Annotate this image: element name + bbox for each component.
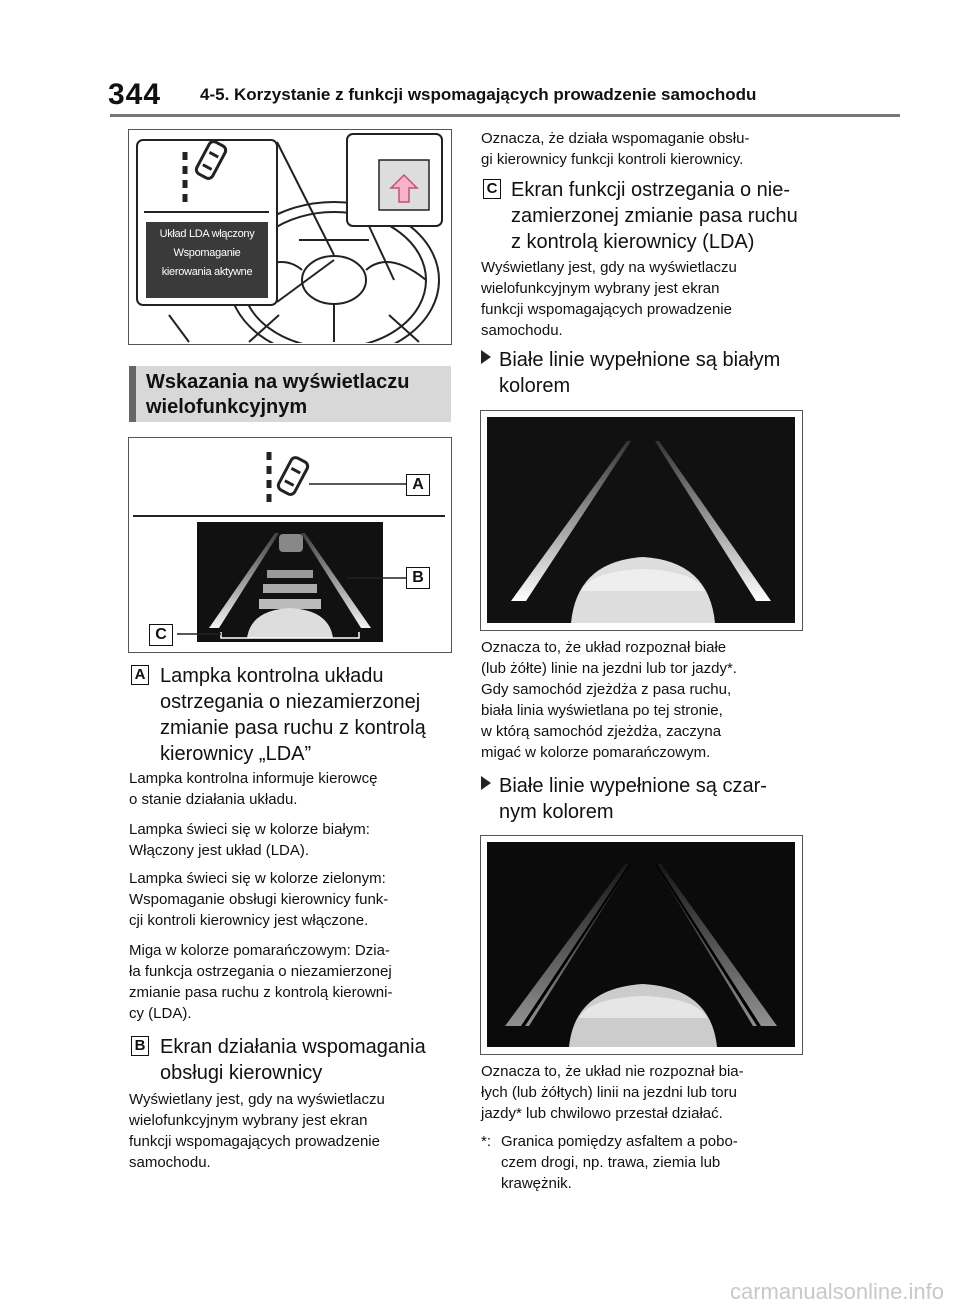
screen-line: Wspomaganie <box>173 247 241 259</box>
text-line: wielofunkcyjnym wybrany jest ekran <box>481 280 720 297</box>
callout-a: A <box>406 474 430 496</box>
text-line: Lampka świeci się w kolorze białym: <box>129 821 370 838</box>
section-banner <box>129 366 451 422</box>
text-line: Wyświetlany jest, gdy na wyświetlaczu <box>481 259 737 276</box>
heading-line: z kontrolą kierownicy (LDA) <box>511 231 755 253</box>
text-line: samochodu. <box>129 1154 211 1171</box>
text-line: biała linia wyświetlana po tej stronie, <box>481 702 723 719</box>
heading-line: Ekran funkcji ostrzegania o nie- <box>511 179 791 201</box>
label-b: B <box>131 1036 149 1056</box>
text-line: Lampka świeci się w kolorze zielonym: <box>129 870 386 887</box>
callout-b: B <box>406 567 430 589</box>
text-line: (lub żółte) linie na jezdni lub tor jazdy*. <box>481 660 737 677</box>
text-line: Granica pomiędzy asfaltem a pobo- <box>501 1133 738 1150</box>
heading-line: zmianie pasa ruchu z kontrolą <box>160 717 426 739</box>
figure-display <box>128 437 452 653</box>
callout-c: C <box>149 624 173 646</box>
text-line: migać w kolorze pomarańczowym. <box>481 744 711 761</box>
paragraph-a4 <box>129 940 392 1024</box>
text-line: czem drogi, np. trawa, ziemia lub <box>501 1154 721 1171</box>
caption-white-lines <box>481 637 737 763</box>
text-line: Lampka kontrolna informuje kierowcę <box>129 770 378 787</box>
triangle-bullet-icon <box>481 350 491 364</box>
text-line: zmianie pasa ruchu z kontrolą kierowni- <box>129 984 393 1001</box>
text-line: łych (lub żółtych) linii na jezdni lub toru <box>481 1084 737 1101</box>
text-line: Wspomaganie obsługi kierownicy funk- <box>129 891 389 908</box>
text-line: cy (LDA). <box>129 1005 192 1022</box>
label-c: C <box>483 179 501 199</box>
figure-black-lines <box>480 835 803 1055</box>
heading-b <box>160 1034 426 1086</box>
text-line: Oznacza to, że układ rozpoznał białe <box>481 639 727 656</box>
subheading-black-lines <box>481 773 767 825</box>
heading-line: Białe linie wypełnione są białym <box>499 349 781 371</box>
watermark: carmanualsonline.info <box>729 1279 944 1304</box>
text-line: samochodu. <box>481 322 563 339</box>
caption-black-lines <box>481 1061 744 1124</box>
heading-a <box>160 663 426 767</box>
section-title: 4-5. Korzystanie z funkcji wspomagających prowadzenie samochodu <box>200 85 757 104</box>
text-line: funkcji wspomagających prowadzenie <box>129 1133 380 1150</box>
text-line: w którą samochód zjeżdża, zaczyna <box>481 723 722 740</box>
text-line: Gdy samochód zjeżdża z pasa ruchu, <box>481 681 732 698</box>
text-line: Oznacza, że działa wspomaganie obsłu- <box>481 130 750 147</box>
heading-c <box>511 177 798 255</box>
black-lines-screen <box>481 836 801 1053</box>
text-line: krawężnik. <box>501 1175 572 1192</box>
text-line: gi kierownicy funkcji kontroli kierownicy. <box>481 151 744 168</box>
text-line: Włączony jest układ (LDA). <box>129 842 310 859</box>
paragraph-a3 <box>129 868 388 931</box>
header-rule <box>110 114 900 117</box>
heading-line: Białe linie wypełnione są czar- <box>499 775 767 797</box>
white-lines-screen <box>481 411 801 629</box>
heading-line: obsługi kierownicy <box>160 1062 323 1084</box>
paragraph-b1 <box>129 1089 385 1173</box>
label-a: A <box>131 665 149 685</box>
triangle-bullet-icon <box>481 776 491 790</box>
screen-line: kierowania aktywne <box>161 266 253 278</box>
text-line: funkcji wspomagających prowadzenie <box>481 301 732 318</box>
text-line: Oznacza to, że układ nie rozpoznał bia- <box>481 1063 744 1080</box>
heading-line: kolorem <box>499 375 571 397</box>
banner-line: wielofunkcyjnym <box>146 396 308 418</box>
figure-steering-wheel <box>128 129 452 345</box>
banner-line: Wskazania na wyświetlaczu <box>146 371 410 393</box>
heading-line: zamierzonej zmianie pasa ruchu <box>511 205 798 227</box>
display-illustration <box>129 438 450 651</box>
text-line: o stanie działania układu. <box>129 791 298 808</box>
text-line: Miga w kolorze pomarańczowym: Dzia- <box>129 942 390 959</box>
footnote-mark: *: <box>481 1133 492 1150</box>
heading-line: Lampka kontrolna układu <box>160 665 384 687</box>
heading-line: Ekran działania wspomagania <box>160 1036 426 1058</box>
heading-line: kierownicy „LDA” <box>160 743 312 765</box>
page-number: 344 <box>108 78 162 111</box>
text-line: jazdy* lub chwilowo przestał działać. <box>481 1105 723 1122</box>
text-line: wielofunkcyjnym wybrany jest ekran <box>129 1112 368 1129</box>
heading-line: ostrzegania o niezamierzonej <box>160 691 421 713</box>
footnote <box>481 1131 738 1194</box>
screen-line: Układ LDA włączony <box>159 228 255 240</box>
figure-white-lines <box>480 410 803 631</box>
subheading-white-lines <box>481 347 780 399</box>
text-line: ła funkcja ostrzegania o niezamierzonej <box>129 963 392 980</box>
lda-screen-text <box>147 225 267 282</box>
heading-line: nym kolorem <box>499 801 614 823</box>
text-line: cji kontroli kierownicy jest włączone. <box>129 912 369 929</box>
paragraph-a2 <box>129 819 370 861</box>
paragraph-intro <box>481 128 749 170</box>
paragraph-a1 <box>129 768 377 810</box>
paragraph-c1 <box>481 257 737 341</box>
text-line: Wyświetlany jest, gdy na wyświetlaczu <box>129 1091 385 1108</box>
